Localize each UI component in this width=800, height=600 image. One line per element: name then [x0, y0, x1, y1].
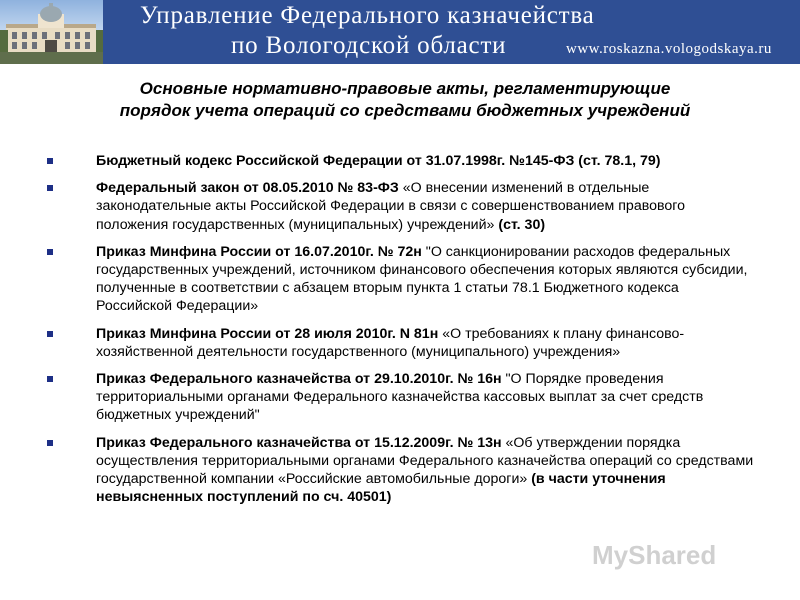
act-title: Федеральный закон от 08.05.2010 № 83-ФЗ: [96, 180, 399, 197]
bullet-square-icon: [47, 376, 53, 382]
list-item: [96, 243, 756, 316]
bullet-square-icon: [47, 440, 53, 446]
page-title-line2: порядок учета операций со средствами бюджетных учреждений: [119, 101, 691, 120]
act-note: (в части уточнения невыясненных поступлений по сч. 40501): [96, 471, 666, 506]
list-item: [96, 434, 756, 507]
act-title: Приказ Федерального казначейства от 29.10.2010г. № 16н: [96, 371, 502, 388]
act-title: Приказ Федерального казначейства от 15.12.2009г. № 13н: [96, 434, 502, 451]
act-description: "О Порядке проведения территориальными органами Федерального казначейства кассовых выплат за счет средств бюджетных учреждений": [96, 371, 704, 424]
agency-name-line1: Управление Федерального казначейства: [140, 2, 595, 29]
header-banner: [0, 0, 800, 64]
act-title: Приказ Минфина России от 16.07.2010г. № 72н: [96, 243, 422, 260]
act-description: «О требованиях к плану финансово-хозяйственной деятельности государственного (муниципального) учреждения»: [96, 325, 685, 360]
legal-acts-list: [0, 152, 756, 515]
act-description: "О санкционировании расходов федеральных государственных учреждений, источником финансового обеспечения которых являются субсидии, полученные в соответствии с абзацем вторым пункта 1 статьи 78.1 Бюджетного кодекса Российской Федерации»: [96, 243, 748, 315]
bullet-square-icon: [47, 331, 53, 337]
act-description: «Об утверждении порядка осуществления территориальными органами Федерального казначейства операций со средствами государственной компании «Российские автомобильные дороги»: [96, 434, 754, 488]
page-title: [60, 78, 750, 122]
bullet-square-icon: [47, 158, 53, 164]
act-title: Приказ Минфина России от 28 июля 2010г. N 81н: [96, 325, 439, 342]
act-note: (ст. 30): [498, 216, 546, 233]
page-title-line1: Основные нормативно-правовые акты, регламентирующие: [139, 79, 671, 98]
watermark: MyShared: [592, 540, 717, 570]
act-description: «О внесении изменений в отдельные законодательные акты Российской Федерации в связи с совершенствованием правового положения государственных (муниципальных) учреждений»: [96, 180, 686, 233]
list-item: [96, 179, 756, 234]
list-item: [96, 325, 756, 361]
building-illustration: [0, 0, 103, 64]
bullet-square-icon: [47, 249, 53, 255]
website-url[interactable]: www.roskazna.vologodskaya.ru: [566, 41, 772, 57]
building-photo: [0, 0, 103, 64]
list-item: [96, 152, 756, 170]
list-item: [96, 370, 756, 425]
bullet-square-icon: [47, 185, 53, 191]
act-title: Бюджетный кодекс Российской Федерации от 31.07.1998г. №145-ФЗ (ст. 78.1, 79): [96, 153, 661, 169]
agency-name-line2: по Вологодской области: [231, 32, 507, 59]
